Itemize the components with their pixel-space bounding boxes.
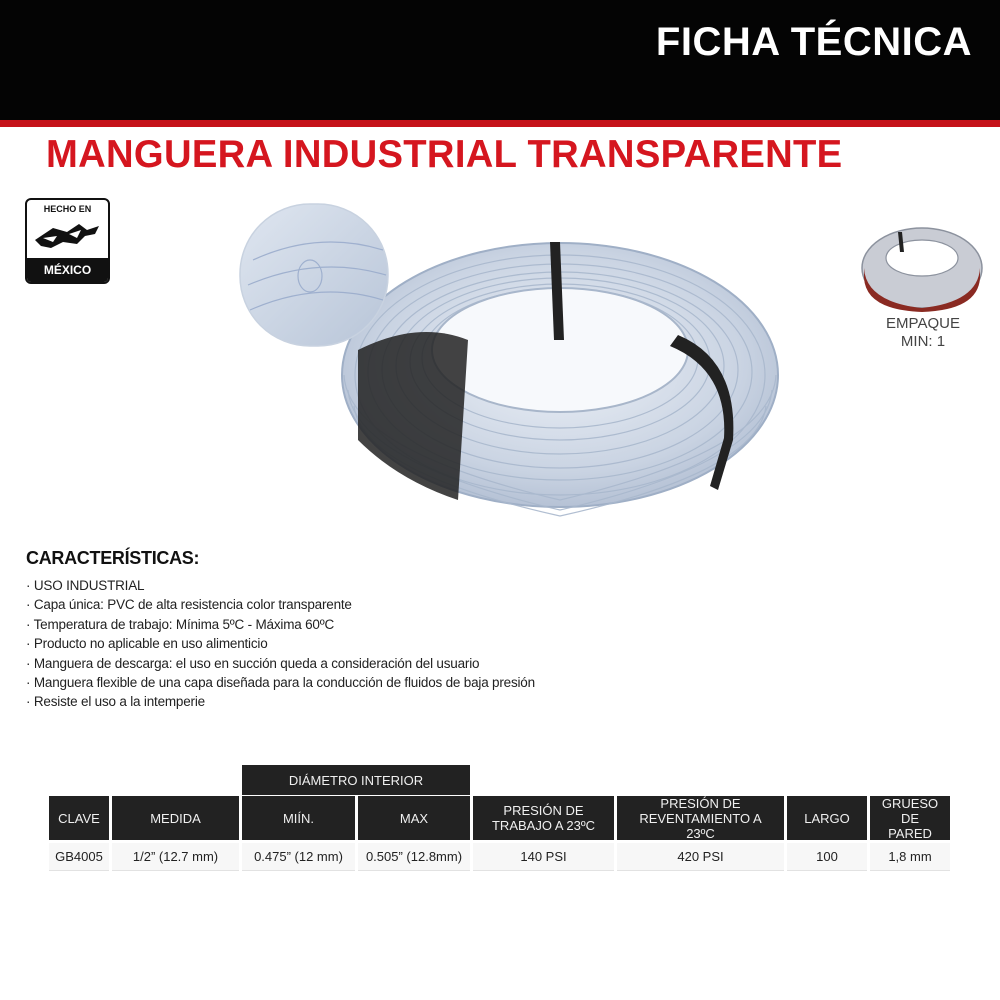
td-grueso: 1,8 mm <box>870 843 950 871</box>
th-min: MIÍN. <box>242 796 355 840</box>
made-in-mexico-badge <box>25 198 110 284</box>
package-caption-line2: MIN: 1 <box>900 333 946 350</box>
th-clave: CLAVE <box>49 796 109 840</box>
td-presion-reventamiento: 420 PSI <box>617 843 784 871</box>
feature-item: · Producto no aplicable en uso alimenticio <box>26 634 535 653</box>
product-title: MANGUERA INDUSTRIAL TRANSPARENTE <box>46 133 843 176</box>
feature-item: · Capa única: PVC de alta resistencia color transparente <box>26 595 535 614</box>
hose-coil-image <box>238 200 788 530</box>
features-title: CARACTERÍSTICAS: <box>26 548 200 568</box>
feature-item: · Manguera de descarga: el uso en succión queda a consideración del usuario <box>26 654 535 673</box>
table-group-header: DIÁMETRO INTERIOR <box>242 765 470 795</box>
td-medida: 1/2” (12.7 mm) <box>112 843 239 871</box>
package-coil-image <box>858 222 986 314</box>
td-max: 0.505” (12.8mm) <box>358 843 470 871</box>
page-header-title: FICHA TÉCNICA <box>655 20 972 64</box>
td-presion-trabajo: 140 PSI <box>473 843 614 871</box>
feature-item: · USO INDUSTRIAL <box>26 576 535 595</box>
th-largo: LARGO <box>787 796 867 840</box>
th-presion-reventamiento: PRESIÓN DE REVENTAMIENTO A 23ºC <box>617 796 784 840</box>
td-clave: GB4005 <box>49 843 109 871</box>
th-medida: MEDIDA <box>112 796 239 840</box>
badge-bottom-text: MÉXICO <box>27 258 108 282</box>
package-caption-line1: EMPAQUE <box>886 315 960 332</box>
package-caption <box>855 315 991 351</box>
td-largo: 100 <box>787 843 867 871</box>
td-min: 0.475” (12 mm) <box>242 843 355 871</box>
feature-item: · Resiste el uso a la intemperie <box>26 692 535 711</box>
badge-top-text: HECHO EN <box>43 204 92 214</box>
eagle-icon <box>33 218 105 256</box>
features-list <box>26 576 535 712</box>
th-presion-trabajo: PRESIÓN DE TRABAJO A 23ºC <box>473 796 614 840</box>
th-max: MAX <box>358 796 470 840</box>
feature-item: · Manguera flexible de una capa diseñada para la conducción de fluidos de baja presión <box>26 673 535 692</box>
feature-item: · Temperatura de trabajo: Mínima 5ºC - Máxima 60ºC <box>26 615 535 634</box>
th-grueso: GRUESO DE PARED <box>870 796 950 840</box>
header-red-stripe <box>0 120 1000 127</box>
